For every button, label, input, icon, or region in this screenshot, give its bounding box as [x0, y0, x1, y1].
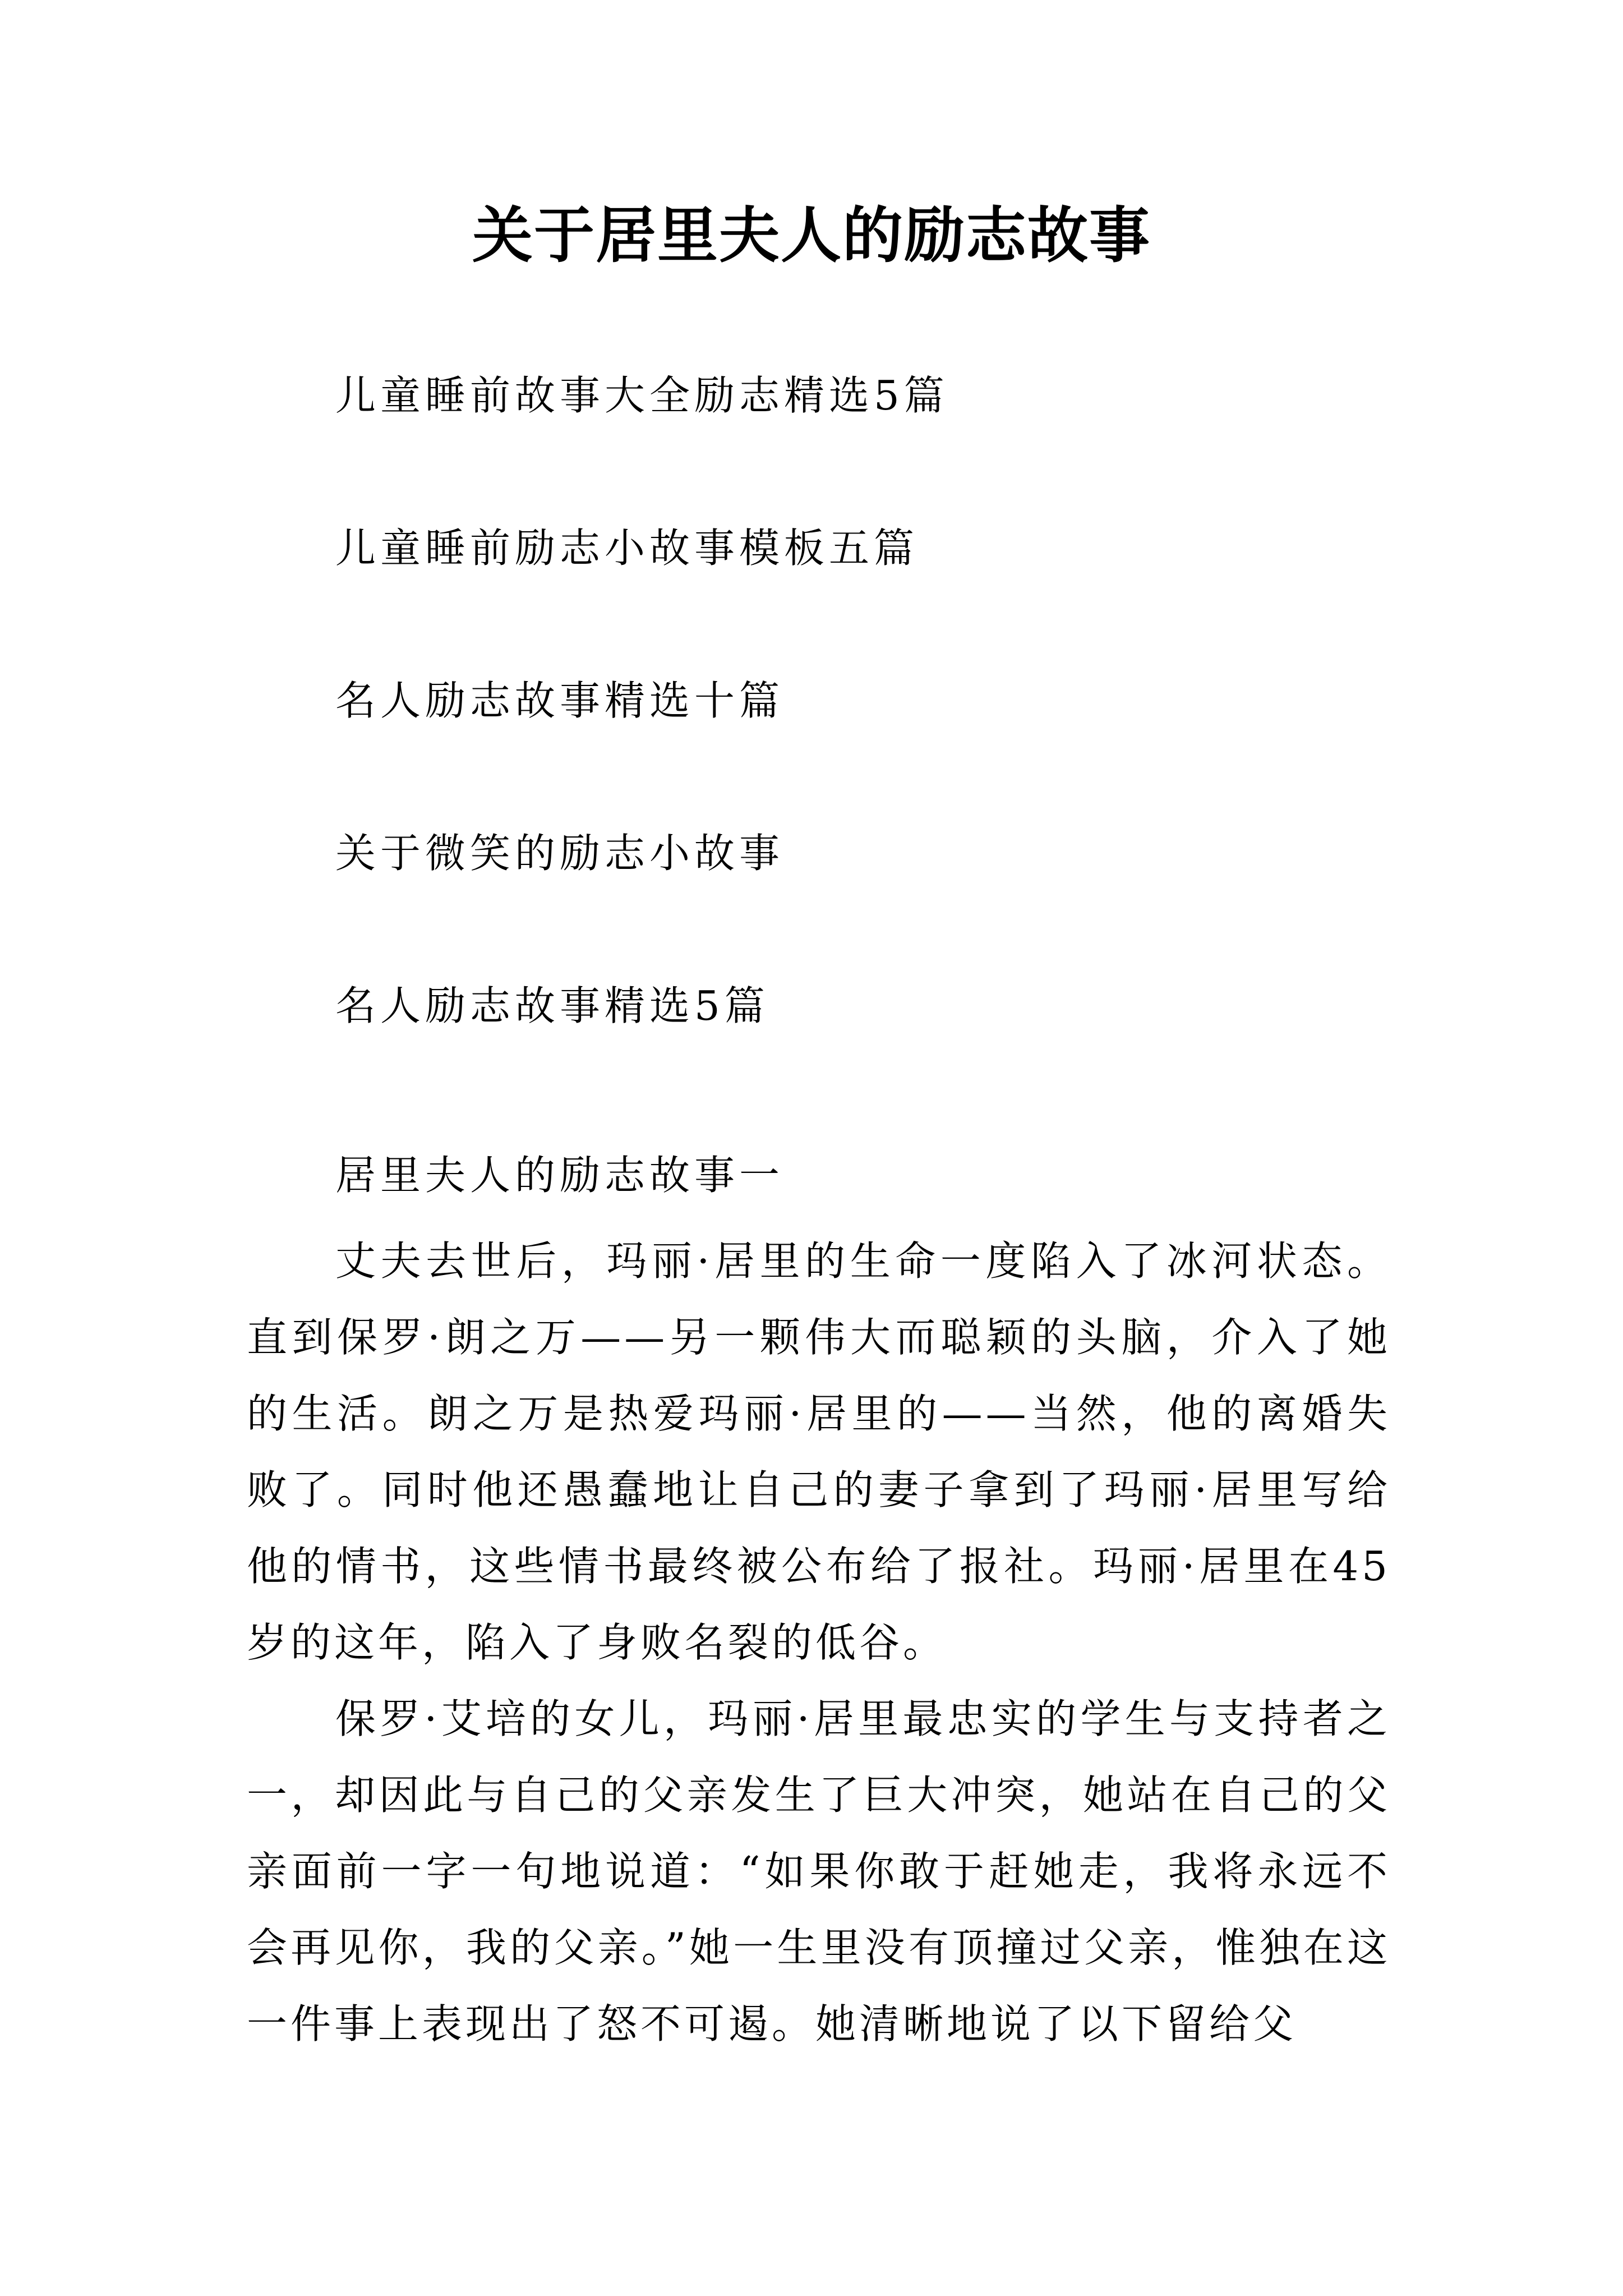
related-link[interactable]: 名人励志故事精选十篇: [335, 677, 785, 724]
related-link[interactable]: 儿童睡前故事大全励志精选5篇: [335, 372, 949, 419]
related-link[interactable]: 关于微笑的励志小故事: [335, 830, 785, 877]
article-paragraph: 保罗·艾培的女儿，玛丽·居里最忠实的学生与支持者之一，却因此与自己的父亲发生了巨大冲突，她站在自己的父亲面前一字一句地说道：“如果你敢于赶她走，我将永远不会再见你，我的父亲。”她一生里没有顶撞过父亲，惟独在这一件事上表现出了怒不可遏。她清晰地说了以下留给父: [247, 1695, 1391, 2047]
related-link[interactable]: 名人励志故事精选5篇: [335, 982, 769, 1029]
related-links-list: [335, 367, 1401, 1130]
article-body: [247, 1223, 1391, 2062]
document-title: 关于居里夫人的励志故事: [472, 200, 1151, 271]
section-heading: 居里夫人的励志故事一: [335, 1152, 785, 1199]
article-paragraph: 丈夫去世后，玛丽·居里的生命一度陷入了冰河状态。直到保罗·朗之万——另一颗伟大而聪颖的头脑，介入了她的生活。朗之万是热爱玛丽·居里的——当然，他的离婚失败了。同时他还愚蠢地让自己的妻子拿到了玛丽·居里写给他的情书，这些情书最终被公布给了报社。玛丽·居里在45岁的这年，陷入了身败名裂的低谷。: [247, 1237, 1391, 1666]
related-link[interactable]: 儿童睡前励志小故事模板五篇: [335, 524, 919, 572]
